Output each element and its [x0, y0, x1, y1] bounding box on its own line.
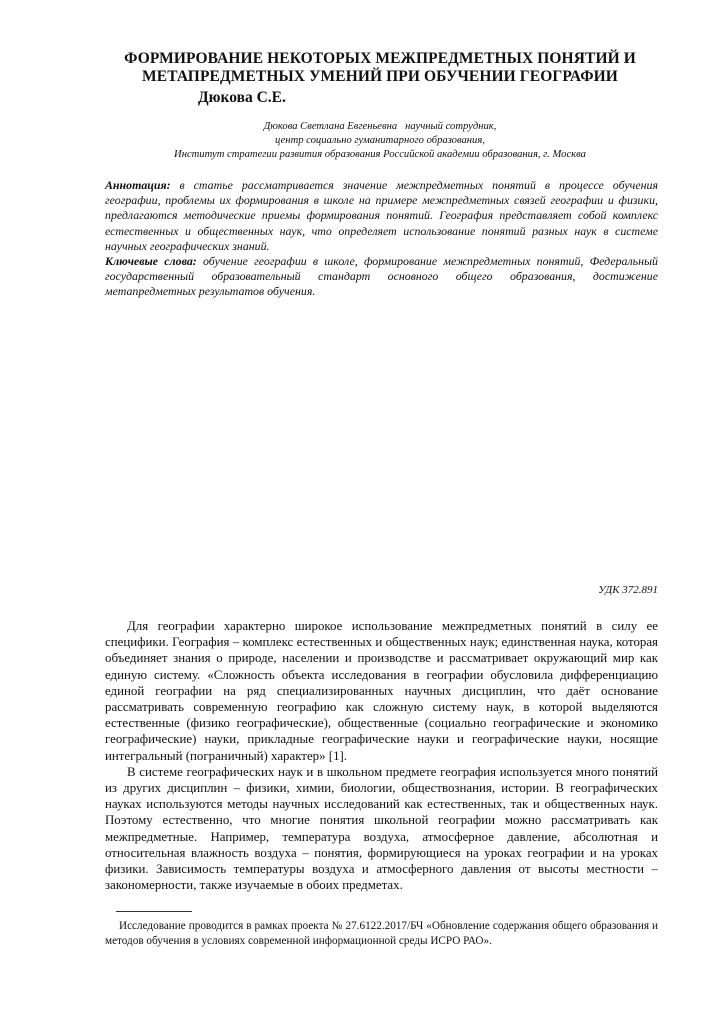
affiliation-line-3: Институт стратегии развития образования Российской академии образования, г. Москва: [174, 149, 586, 160]
abstract-label: Аннотация:: [105, 178, 171, 192]
paper-title: ФОРМИРОВАНИЕ НЕКОТОРЫХ МЕЖПРЕДМЕТНЫХ ПОНЯТИЙ И МЕТАПРЕДМЕТНЫХ УМЕНИЙ ПРИ ОБУЧЕНИИ ГЕОГРАФИИ: [124, 50, 636, 85]
footnote-divider: [116, 911, 192, 912]
author-name: Дюкова С.Е.: [198, 89, 286, 106]
affiliation-line-1: Дюкова Светлана Евгеньевна научный сотрудник,: [263, 121, 497, 132]
affiliation-line-2: центр социально гуманитарного образования,: [275, 135, 485, 146]
author-affiliation: [100, 120, 660, 162]
abstract-text: в статье рассматривается значение межпредметных понятий в процессе обучения географии, проблемы их формирования в школе на примере межпредметных связей географии и физики, предлагаются методические приемы формирования понятий. География представляет собой комплекс естественных и общественных наук, что определяет использование понятий разных наук в системе научных географических знаний.: [105, 178, 658, 253]
body-paragraph-2: В системе географических наук и в школьном предмете география используется много понятий из других дисциплин – физики, химии, биологии, обществознания, истории. В географических науках используются методы научных исследований как естественных, так и общественных наук. Поэтому естественно, что многие понятия школьной географии можно рассматривать как межпредметные. Например, температура воздуха, атмосферное давление, абсолютная и относительная влажность воздуха – понятия, формирующиеся на уроках географии и на уроках физики. Зависимость температуры воздуха и атмосферного давления от высоты местности – закономерности, также изучаемые в обоих предметах.: [105, 764, 658, 893]
footnote: Исследование проводится в рамках проекта № 27.6122.2017/БЧ «Обновление содержания общего образования и методов обучения в условиях современной информационной среды ИСРО РАО».: [105, 920, 658, 947]
udk-code: УДК 372.891: [598, 584, 658, 596]
abstract-block: [105, 178, 658, 300]
abstract-paragraph: [105, 178, 658, 254]
keywords-paragraph: [105, 254, 658, 300]
keywords-text: обучение географии в школе, формирование межпредметных понятий, Федеральный государственный образовательный стандарт основного общего образования, достижение метапредметных результатов обучения.: [105, 254, 658, 299]
article-body: [105, 618, 658, 893]
body-paragraph-1: Для географии характерно широкое использование межпредметных понятий в силу ее специфики. География – комплекс естественных и общественных наук; единственная наука, которая объединяет знания о природе, населении и производстве и рассматривает окружающий мир как единую систему. «Сложность объекта исследования в географии обусловила дифференциацию единой географии на ряд специализированных научных дисциплин, что даёт основание рассматривать современную географию как сложную систему наук, в которой выделяются естественные (физико географические), общественные (социально географические и экономико географические) науки, прикладные географические науки и географические науки, носящие интегральный (пограничный) характер» [1].: [105, 619, 658, 763]
keywords-label: Ключевые слова:: [105, 254, 197, 269]
